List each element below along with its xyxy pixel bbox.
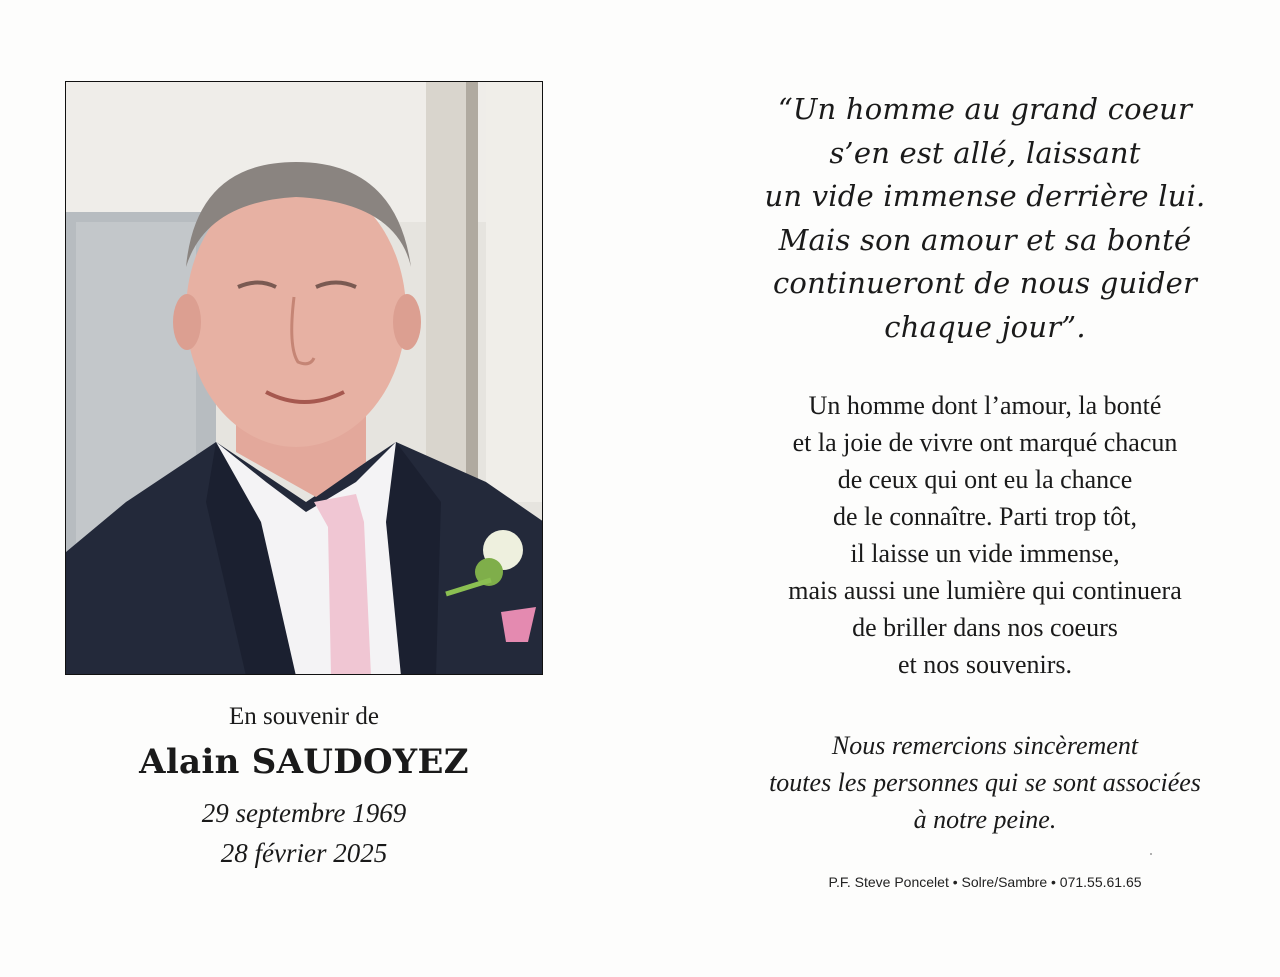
quote-line: “Un homme au grand coeur (777, 92, 1193, 126)
thanks-line: Nous remercions sincèrement (831, 731, 1139, 760)
tribute-line: mais aussi une lumière qui continuera (788, 576, 1182, 605)
funeral-home-footer: P.F. Steve Poncelet • Solre/Sambre • 071.55.61.65 (828, 874, 1142, 890)
tribute-line: et nos souvenirs. (897, 650, 1073, 679)
tribute-line: de ceux qui ont eu la chance (837, 465, 1133, 494)
quote-line: chaque jour”. (884, 309, 1086, 344)
quote-line: continueront de nous guider (772, 266, 1198, 300)
deceased-name: Alain SAUDOYEZ (139, 742, 469, 782)
portrait-illustration (66, 82, 543, 675)
tribute-line: Un homme dont l’amour, la bonté (808, 391, 1162, 420)
tribute-block (720, 387, 1250, 683)
tribute-line: de le connaître. Parti trop tôt, (833, 502, 1137, 531)
death-date: 28 février 2025 (220, 838, 388, 868)
thanks-block (720, 727, 1250, 838)
thanks-line: toutes les personnes qui se sont associées (769, 768, 1201, 797)
tribute-line: de briller dans nos coeurs (852, 613, 1118, 642)
birth-date: 29 septembre 1969 (201, 798, 407, 828)
quote-block (720, 88, 1250, 349)
quote-line: s’en est allé, laissant (829, 135, 1141, 170)
quote-line: Mais son amour et sa bonté (778, 222, 1192, 257)
tribute-line: il laisse un vide immense, (850, 539, 1120, 568)
memorial-intro: En souvenir de (229, 703, 379, 730)
thanks-line: à notre peine. (913, 805, 1057, 834)
portrait-photo (65, 81, 543, 675)
scan-speck (1150, 853, 1152, 855)
quote-line: un vide immense derrière lui. (764, 179, 1206, 213)
tribute-line: et la joie de vivre ont marqué chacun (792, 428, 1178, 457)
